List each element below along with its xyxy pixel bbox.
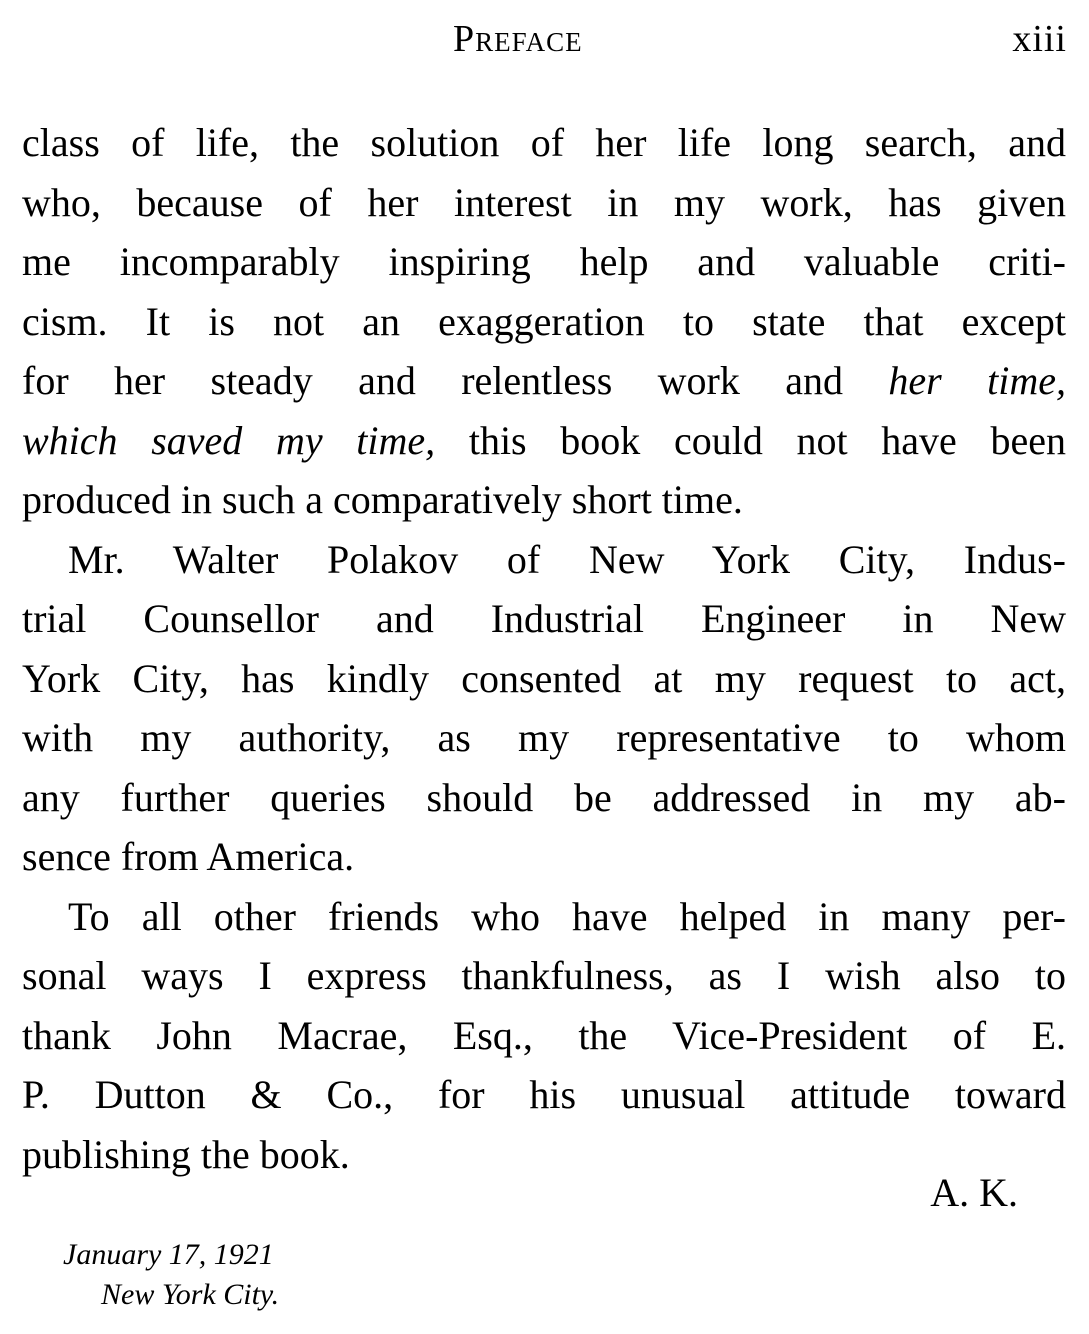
text-line: class of life, the solution of her life long search, and [22, 120, 1066, 165]
text-segment: for her steady and relentless work and [22, 358, 889, 403]
dateline [63, 1235, 279, 1315]
italic-text: which saved my time, [22, 417, 436, 463]
text-line: P. Dutton & Co., for his unusual attitude toward [22, 1072, 1066, 1117]
text-line: who, because of her interest in my work, has given [22, 179, 1066, 225]
paragraph [22, 887, 1066, 1185]
author-initials: A. K. [930, 1170, 1018, 1215]
date: January 17, 1921 [63, 1238, 274, 1271]
text-line: To all other friends who have helped in many per- [68, 893, 1066, 939]
place: New York City. [101, 1278, 280, 1311]
text-line: York City, has kindly consented at my request to act, [22, 655, 1066, 701]
text-line [22, 411, 1066, 471]
text-line: produced in such a comparatively short time. [22, 477, 743, 522]
text-line: thank John Macrae, Esq., the Vice-President of E. [22, 1012, 1066, 1058]
page-number: xiii [1012, 18, 1067, 60]
text-segment: this book could not have been [435, 417, 1066, 463]
italic-text: her time, [888, 358, 1067, 403]
text-line: cism. It is not an exaggeration to state that except [22, 298, 1066, 344]
text-line: with my authority, as my representative to whom [22, 715, 1066, 760]
text-line: trial Counsellor and Industrial Engineer in New [22, 596, 1066, 641]
body-text [22, 113, 1066, 1184]
text-line: me incomparably inspiring help and valuable criti- [22, 239, 1066, 284]
text-line: any further queries should be addressed in my ab- [22, 774, 1066, 820]
text-line: sence from America. [22, 834, 355, 879]
paragraph [22, 113, 1066, 530]
text-line [22, 351, 1066, 411]
text-line: sonal ways I express thankfulness, as I wish also to [22, 953, 1066, 998]
paragraph [22, 530, 1066, 887]
text-line: Mr. Walter Polakov of New York City, Indus- [68, 536, 1066, 582]
running-header-title: Preface [453, 18, 583, 60]
text-line: publishing the book. [22, 1131, 350, 1177]
